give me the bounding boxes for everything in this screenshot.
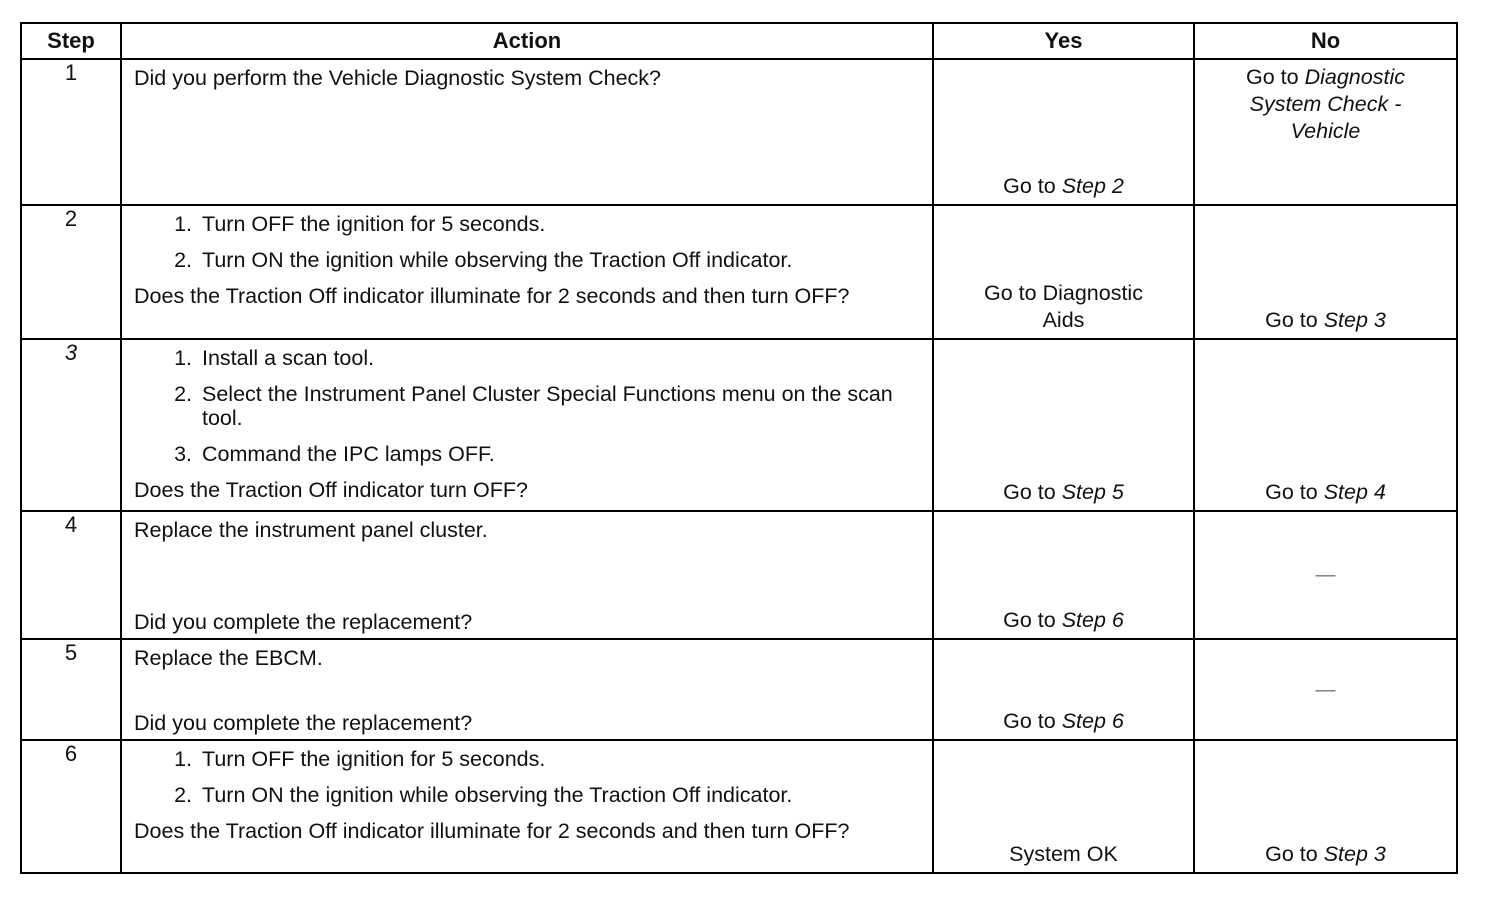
header-no: No (1194, 23, 1457, 59)
action-cell (121, 511, 933, 639)
step-number: 2 (21, 205, 121, 339)
yes-cell (933, 639, 1194, 740)
yes-cell (933, 339, 1194, 511)
action-cell (121, 339, 933, 511)
action-cell (121, 205, 933, 339)
yes-prefix: Go to (1003, 480, 1056, 504)
diagnostic-table (20, 22, 1458, 874)
question-text: Does the Traction Off indicator illuminate for 2 seconds and then turn OFF? (134, 284, 850, 308)
no-prefix: Go to (1265, 842, 1318, 866)
list-item: 2. Turn ON the ignition while observing the Traction Off indicator. (174, 783, 793, 807)
no-prefix: Go to (1265, 308, 1318, 332)
table-row (21, 511, 1457, 639)
yes-text: System OK (1009, 842, 1118, 866)
yes-link[interactable]: Step 6 (1061, 709, 1124, 733)
yes-link[interactable]: Go to Diagnostic Aids (984, 281, 1143, 332)
no-cell (1194, 59, 1457, 205)
instruction-list (134, 747, 922, 813)
list-item: 2. Select the Instrument Panel Cluster Special Functions menu on the scan tool. (174, 382, 893, 430)
no-prefix: Go to (1246, 65, 1299, 89)
no-cell (1194, 339, 1457, 511)
yes-cell (933, 740, 1194, 873)
no-cell (1194, 740, 1457, 873)
step-number: 1 (21, 59, 121, 205)
action-cell (121, 740, 933, 873)
no-link[interactable]: Step 4 (1323, 480, 1386, 504)
question-text: Does the Traction Off indicator illuminate for 2 seconds and then turn OFF? (134, 819, 850, 843)
action-cell (121, 639, 933, 740)
action-cell (121, 59, 933, 205)
no-cell (1194, 205, 1457, 339)
step-number: 5 (21, 639, 121, 740)
table-row (21, 205, 1457, 339)
instruction-text: Replace the EBCM. (134, 646, 323, 670)
question-text: Did you complete the replacement? (134, 711, 473, 735)
list-item: 2. Turn ON the ignition while observing the Traction Off indicator. (174, 248, 793, 272)
header-action: Action (121, 23, 933, 59)
yes-link[interactable]: Step 5 (1061, 480, 1124, 504)
yes-cell (933, 511, 1194, 639)
step-number: 6 (21, 740, 121, 873)
list-item: 1. Turn OFF the ignition for 5 seconds. (174, 212, 546, 236)
question-text: Does the Traction Off indicator turn OFF? (134, 478, 528, 502)
yes-prefix: Go to (1003, 709, 1056, 733)
no-link[interactable]: Diagnostic System Check - Vehicle (1249, 65, 1405, 143)
no-cell (1194, 511, 1457, 639)
yes-prefix: Go to (1003, 174, 1056, 198)
list-item: 1. Turn OFF the ignition for 5 seconds. (174, 747, 546, 771)
table-row (21, 639, 1457, 740)
yes-cell (933, 205, 1194, 339)
table-row (21, 339, 1457, 511)
no-cell (1194, 639, 1457, 740)
table-row (21, 59, 1457, 205)
question-text: Did you perform the Vehicle Diagnostic System Check? (134, 66, 661, 90)
instruction-list (134, 212, 922, 278)
question-text: Did you complete the replacement? (134, 610, 473, 634)
no-link[interactable]: Step 3 (1323, 842, 1386, 866)
table-row (21, 740, 1457, 873)
yes-prefix: Go to (1003, 608, 1056, 632)
instruction-list (134, 346, 922, 472)
header-yes: Yes (933, 23, 1194, 59)
no-link[interactable]: Step 3 (1323, 308, 1386, 332)
header-row (21, 23, 1457, 59)
instruction-text: Replace the instrument panel cluster. (134, 518, 488, 542)
yes-cell (933, 59, 1194, 205)
step-number: 4 (21, 511, 121, 639)
no-dash: — (1315, 564, 1336, 586)
yes-link[interactable]: Step 2 (1061, 174, 1124, 198)
list-item: 1. Install a scan tool. (174, 346, 375, 370)
yes-link[interactable]: Step 6 (1061, 608, 1124, 632)
header-step: Step (21, 23, 121, 59)
step-number: 3 (21, 339, 121, 511)
no-dash: — (1315, 678, 1336, 701)
no-prefix: Go to (1265, 480, 1318, 504)
list-item: 3. Command the IPC lamps OFF. (174, 442, 495, 466)
